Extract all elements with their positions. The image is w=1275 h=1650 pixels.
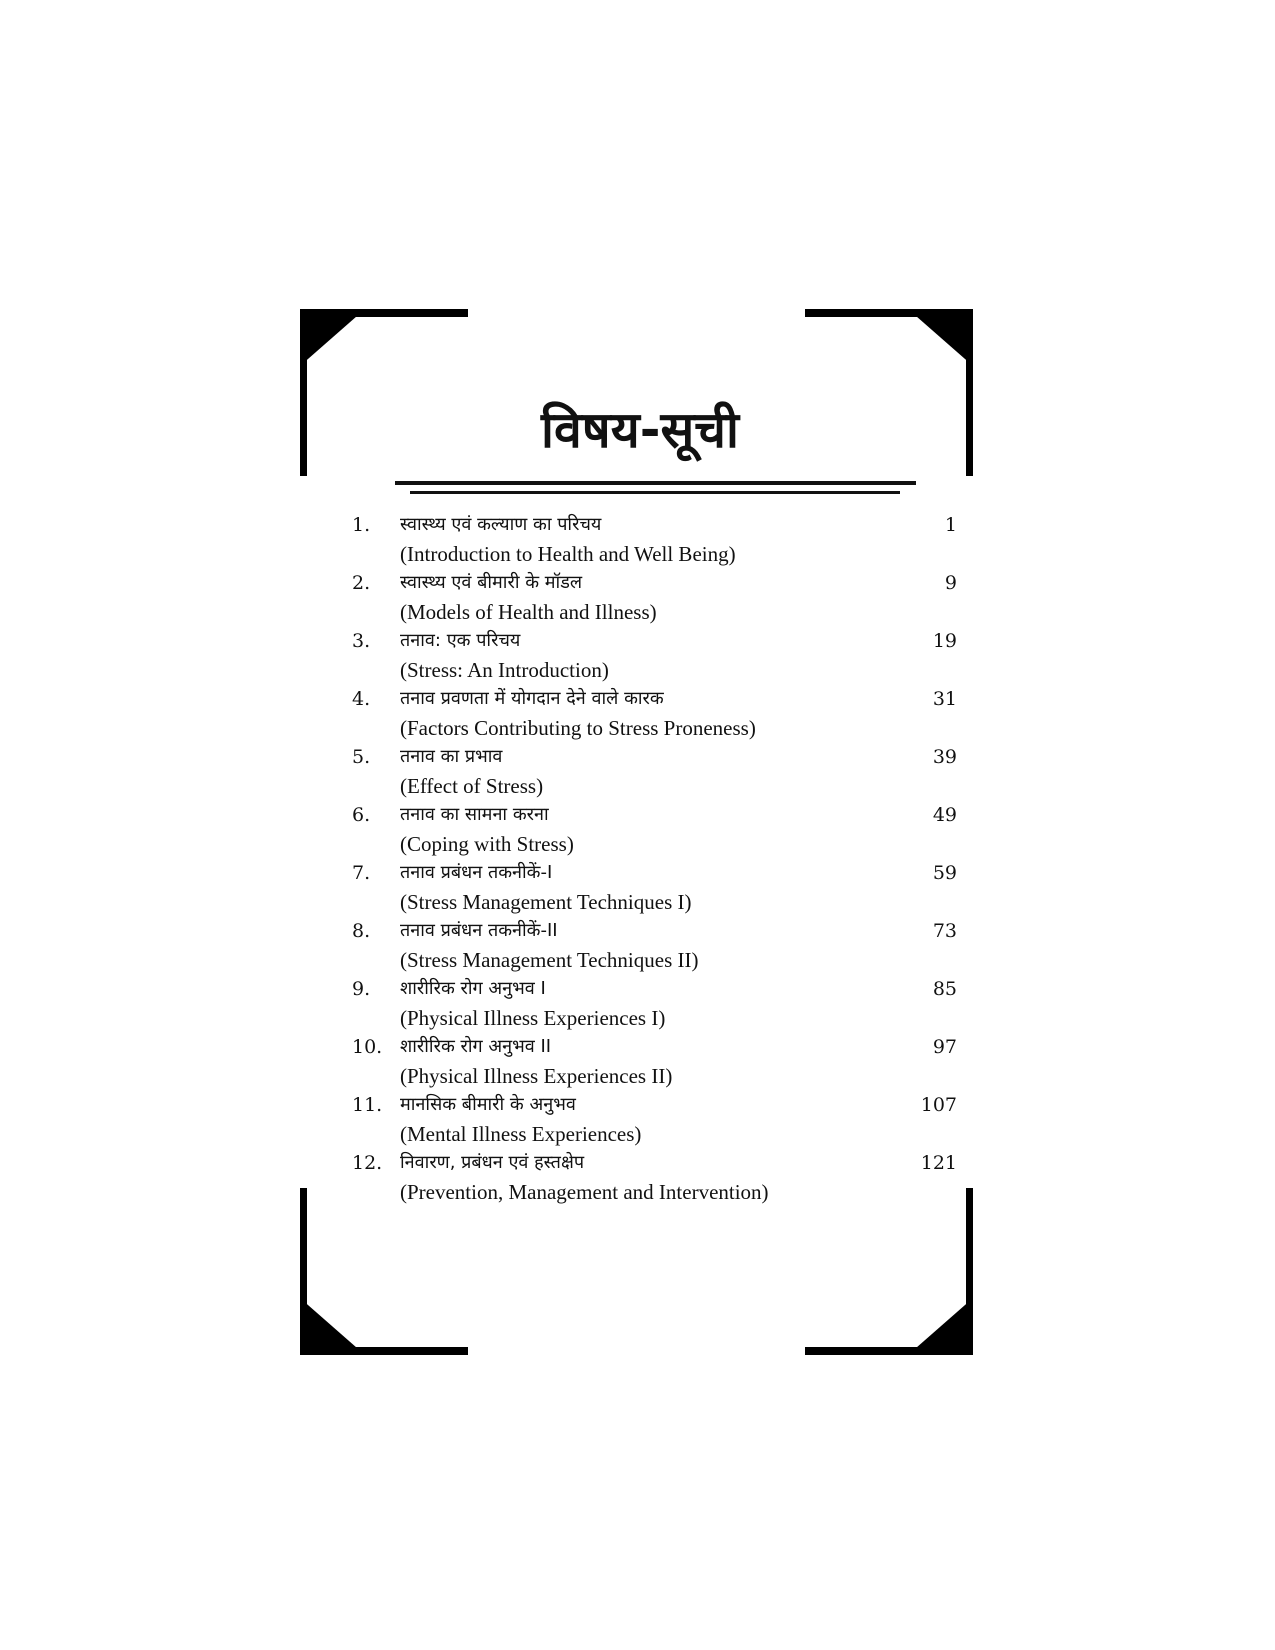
- chapter-page-number[interactable]: 85: [932, 978, 957, 1000]
- chapter-number: 11.: [352, 1094, 383, 1116]
- chapter-title-english[interactable]: (Stress: An Introduction): [400, 658, 609, 682]
- chapter-title-hindi[interactable]: मानसिक बीमारी के अनुभव: [400, 1094, 576, 1115]
- chapter-title-hindi[interactable]: स्वास्थ्य एवं कल्याण का परिचय: [400, 514, 602, 535]
- toc-entry[interactable]: [352, 1148, 957, 1206]
- chapter-title-hindi[interactable]: तनाव का प्रभाव: [400, 746, 503, 767]
- chapter-title-hindi[interactable]: तनाव का सामना करना: [400, 804, 549, 825]
- toc-entry[interactable]: [352, 742, 957, 800]
- chapter-page-number[interactable]: 39: [932, 746, 957, 768]
- toc-entry[interactable]: [352, 626, 957, 684]
- chapter-title-english[interactable]: (Effect of Stress): [400, 774, 544, 798]
- chapter-title-hindi[interactable]: शारीरिक रोग अनुभव II: [400, 1036, 552, 1057]
- chapter-page-number[interactable]: 1: [944, 514, 957, 536]
- chapter-title-hindi[interactable]: निवारण, प्रबंधन एवं हस्तक्षेप: [400, 1152, 585, 1173]
- chapter-number: 4.: [352, 688, 371, 710]
- chapter-title-english[interactable]: (Physical Illness Experiences II): [400, 1064, 673, 1088]
- chapter-page-number[interactable]: 59: [932, 862, 957, 884]
- table-of-contents: [352, 510, 957, 1206]
- page-title: विषय-सूची: [541, 401, 739, 459]
- frame-corner-bottom-left: [300, 1188, 468, 1355]
- chapter-number: 2.: [352, 572, 371, 594]
- title-divider-thick: [395, 481, 916, 485]
- chapter-page-number[interactable]: 73: [932, 920, 957, 942]
- chapter-title-hindi[interactable]: तनाव प्रबंधन तकनीकें-I: [400, 862, 553, 883]
- chapter-page-number[interactable]: 97: [932, 1036, 957, 1058]
- chapter-page-number[interactable]: 19: [932, 630, 957, 652]
- chapter-page-number[interactable]: 107: [920, 1094, 957, 1116]
- chapter-title-hindi[interactable]: तनाव प्रवणता में योगदान देने वाले कारक: [400, 688, 664, 709]
- chapter-title-english[interactable]: (Physical Illness Experiences I): [400, 1006, 666, 1030]
- title-divider-thin: [410, 491, 900, 494]
- toc-entry[interactable]: [352, 568, 957, 626]
- chapter-title-hindi[interactable]: स्वास्थ्य एवं बीमारी के मॉडल: [400, 572, 583, 593]
- chapter-number: 10.: [352, 1036, 383, 1058]
- chapter-number: 9.: [352, 978, 371, 1000]
- chapter-page-number[interactable]: 31: [932, 688, 957, 710]
- chapter-page-number[interactable]: 49: [932, 804, 957, 826]
- chapter-page-number[interactable]: 9: [944, 572, 957, 594]
- toc-entry[interactable]: [352, 684, 957, 742]
- chapter-title-english[interactable]: (Prevention, Management and Intervention): [400, 1180, 769, 1204]
- chapter-title-hindi[interactable]: तनाव प्रबंधन तकनीकें-II: [400, 920, 558, 941]
- toc-entry[interactable]: [352, 916, 957, 974]
- chapter-title-english[interactable]: (Factors Contributing to Stress Proneness): [400, 716, 756, 740]
- toc-entry[interactable]: [352, 800, 957, 858]
- frame-corner-bottom-right: [805, 1188, 973, 1355]
- toc-entry[interactable]: [352, 1090, 957, 1148]
- toc-entry[interactable]: [352, 974, 957, 1032]
- chapter-number: 7.: [352, 862, 371, 884]
- chapter-title-english[interactable]: (Stress Management Techniques I): [400, 890, 692, 914]
- chapter-number: 1.: [352, 514, 371, 536]
- chapter-number: 6.: [352, 804, 371, 826]
- chapter-title-english[interactable]: (Stress Management Techniques II): [400, 948, 699, 972]
- chapter-number: 3.: [352, 630, 371, 652]
- chapter-title-hindi[interactable]: शारीरिक रोग अनुभव I: [400, 978, 546, 999]
- chapter-title-english[interactable]: (Coping with Stress): [400, 832, 574, 856]
- chapter-title-english[interactable]: (Introduction to Health and Well Being): [400, 542, 736, 566]
- toc-entry[interactable]: [352, 510, 957, 568]
- chapter-number: 5.: [352, 746, 371, 768]
- toc-entry[interactable]: [352, 858, 957, 916]
- toc-entry[interactable]: [352, 1032, 957, 1090]
- chapter-page-number[interactable]: 121: [920, 1152, 957, 1174]
- chapter-number: 12.: [352, 1152, 383, 1174]
- chapter-title-english[interactable]: (Mental Illness Experiences): [400, 1122, 642, 1146]
- chapter-number: 8.: [352, 920, 371, 942]
- chapter-title-hindi[interactable]: तनाव: एक परिचय: [400, 630, 521, 651]
- chapter-title-english[interactable]: (Models of Health and Illness): [400, 600, 657, 624]
